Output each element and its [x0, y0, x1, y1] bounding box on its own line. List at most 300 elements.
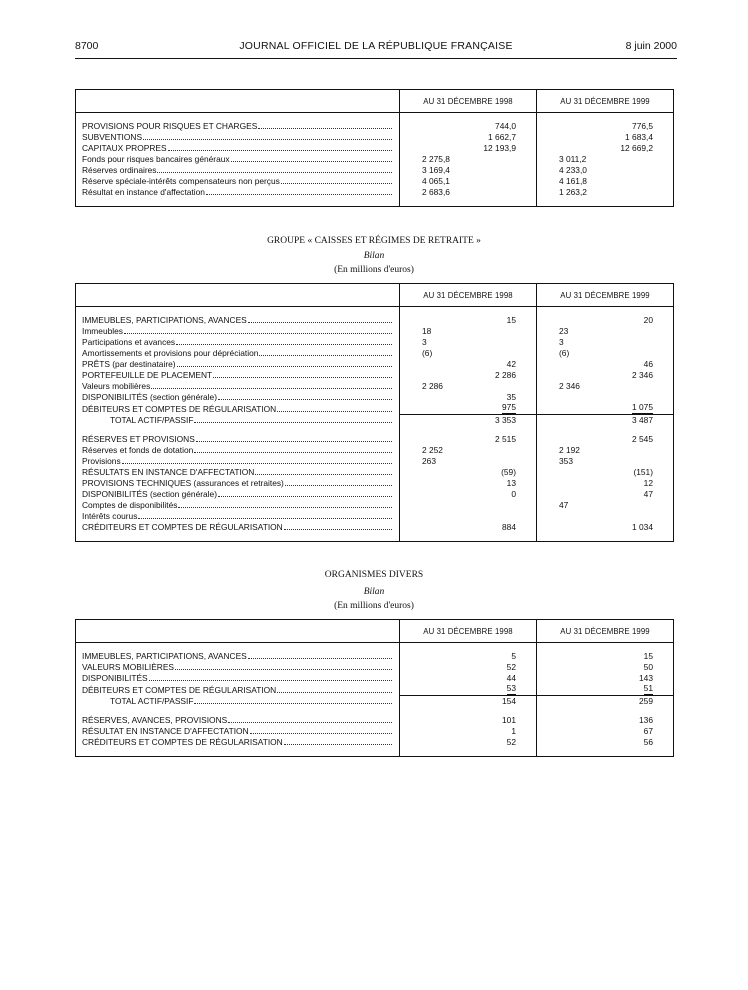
spacer-cell	[537, 307, 674, 316]
dot-leader	[178, 507, 392, 508]
detail-value-1999: 4 161,8	[559, 176, 587, 186]
total-value-1998: 884	[502, 522, 516, 532]
detail-value-1999: 47	[559, 500, 569, 510]
dot-leader	[143, 139, 392, 140]
table-row	[76, 187, 674, 198]
value-cell-1999	[537, 726, 674, 737]
table-row	[76, 467, 674, 478]
row-label-cell	[76, 381, 400, 392]
value-cell-1999	[537, 715, 674, 726]
value-cell-1998	[400, 500, 537, 511]
row-label: Provisions	[82, 456, 121, 466]
table-row	[76, 381, 674, 392]
table-row	[76, 132, 674, 143]
detail-value-1999: 3	[559, 337, 564, 347]
dot-leader	[194, 703, 392, 704]
value-cell-1999	[537, 348, 674, 359]
value-cell-1999	[537, 370, 674, 381]
row-label-cell	[76, 715, 400, 726]
value-cell-1998	[400, 187, 537, 198]
row-label-cell	[76, 696, 400, 708]
table-row	[76, 522, 674, 533]
detail-value-1998: 2 275,8	[422, 154, 450, 164]
total-value-1999: 1 034	[632, 522, 653, 532]
total-row	[76, 696, 674, 708]
section-unit-divers: (En millions d'euros)	[334, 601, 414, 611]
detail-value-1999: 353	[559, 456, 573, 466]
detail-value-1999: 4 233,0	[559, 165, 587, 175]
total-value-1998: (59)	[501, 467, 516, 477]
value-cell-1999	[537, 684, 674, 696]
value-cell-1998	[400, 370, 537, 381]
row-label-cell	[76, 651, 400, 662]
dot-leader	[213, 377, 392, 378]
row-label-cell	[76, 143, 400, 154]
row-label-cell	[76, 370, 400, 381]
row-label-cell	[76, 522, 400, 533]
row-label: PORTEFEUILLE DE PLACEMENT	[82, 370, 213, 380]
row-label-cell	[76, 348, 400, 359]
total-value-1998: 1 662,7	[488, 132, 516, 142]
row-label: DÉBITEURS ET COMPTES DE RÉGULARISATION	[82, 684, 277, 695]
row-label-cell	[76, 684, 400, 696]
row-label-cell	[76, 121, 400, 132]
spacer-cell	[537, 113, 674, 122]
table-row	[76, 445, 674, 456]
row-label: IMMEUBLES, PARTICIPATIONS, AVANCES	[82, 315, 247, 325]
dot-leader	[194, 422, 392, 423]
table-row	[76, 500, 674, 511]
table-row	[76, 684, 674, 696]
detail-value-1998: 3 169,4	[422, 165, 450, 175]
row-label-cell	[76, 154, 400, 165]
row-label-cell	[76, 392, 400, 403]
spacer-cell	[537, 707, 674, 715]
detail-value-1999: 3 011,2	[559, 154, 587, 164]
value-cell-1999	[537, 326, 674, 337]
spacer-cell	[537, 748, 674, 757]
value-cell-1998	[400, 337, 537, 348]
total-value-1998: 35	[506, 392, 516, 402]
spacer-row	[76, 426, 674, 434]
value-cell-1998	[400, 326, 537, 337]
dot-leader	[196, 441, 392, 442]
spacer-cell	[400, 748, 537, 757]
section-unit-retraite: (En millions d'euros)	[334, 265, 414, 275]
total-value-1999: 2 545	[632, 434, 653, 444]
dot-leader	[168, 150, 392, 151]
value-cell-1999	[537, 403, 674, 415]
table-row	[76, 726, 674, 737]
row-label-cell	[76, 500, 400, 511]
total-value-1999: 20	[643, 315, 653, 325]
total-value-1998: 2 515	[495, 434, 516, 444]
spacer-cell	[537, 643, 674, 652]
total-value-1999: 12 669,2	[620, 143, 653, 153]
header-blank-cell	[76, 620, 400, 643]
total-value-1998: 15	[506, 315, 516, 325]
table-row	[76, 315, 674, 326]
value-cell-1998	[400, 684, 537, 696]
detail-value-1998: 2 683,6	[422, 187, 450, 197]
total-value-1998: 5	[511, 651, 516, 661]
spacer-cell	[537, 426, 674, 434]
row-label: Valeurs mobilières	[82, 381, 151, 391]
total-label: TOTAL ACTIF/PASSIF	[110, 696, 194, 706]
value-cell-1998	[400, 359, 537, 370]
total-value-1998: 52	[506, 662, 516, 672]
row-label: DÉBITEURS ET COMPTES DE RÉGULARISATION	[82, 403, 277, 414]
row-label: RÉSERVES, AVANCES, PROVISIONS	[82, 715, 228, 725]
row-label-cell	[76, 489, 400, 500]
value-cell-1999	[537, 337, 674, 348]
value-cell-1998	[400, 348, 537, 359]
dot-leader	[250, 733, 392, 734]
row-label: RÉSULTAT EN INSTANCE D'AFFECTATION	[82, 726, 249, 736]
table-row	[76, 121, 674, 132]
value-cell-1999	[537, 511, 674, 522]
dot-leader	[138, 518, 392, 519]
detail-value-1998: 4 065,1	[422, 176, 450, 186]
detail-value-1998: 2 286	[422, 381, 443, 391]
table-row	[76, 143, 674, 154]
row-label-cell	[76, 673, 400, 684]
table-row	[76, 348, 674, 359]
value-cell-1999	[537, 165, 674, 176]
row-label: IMMEUBLES, PARTICIPATIONS, AVANCES	[82, 651, 247, 661]
dot-leader	[122, 463, 392, 464]
table-row	[76, 154, 674, 165]
row-label-cell	[76, 662, 400, 673]
dot-leader	[259, 355, 392, 356]
table-header-row	[76, 90, 674, 113]
row-label-cell	[76, 726, 400, 737]
journal-title: JOURNAL OFFICIEL DE LA RÉPUBLIQUE FRANÇAISE	[239, 40, 513, 52]
row-label-cell	[76, 456, 400, 467]
dot-leader	[124, 333, 392, 334]
value-cell-1999	[537, 445, 674, 456]
total-value-1998: 0	[511, 489, 516, 499]
spacer-cell	[76, 426, 400, 434]
dot-leader	[157, 172, 392, 173]
dot-leader	[149, 680, 392, 681]
value-cell-1998	[400, 715, 537, 726]
spacer-cell	[76, 748, 400, 757]
spacer-cell	[76, 307, 400, 316]
table-row	[76, 511, 674, 522]
detail-value-1998: 2 252	[422, 445, 443, 455]
total-value-1999: 143	[639, 673, 653, 683]
row-label-cell	[76, 511, 400, 522]
dot-leader	[255, 474, 392, 475]
dot-leader	[284, 529, 392, 530]
dot-leader	[277, 692, 392, 693]
total-value-1998: 13	[506, 478, 516, 488]
value-cell-1999	[537, 143, 674, 154]
spacer-row	[76, 113, 674, 122]
spacer-cell	[76, 113, 400, 122]
value-cell-1998	[400, 132, 537, 143]
dot-leader	[218, 399, 392, 400]
row-label: DISPONIBILITÉS (section générale)	[82, 489, 217, 499]
value-cell-1999	[537, 662, 674, 673]
total-value-1998: 1	[511, 726, 516, 736]
table-row	[76, 715, 674, 726]
row-label-cell	[76, 403, 400, 415]
value-cell-1999	[537, 737, 674, 748]
total-value-1998: 101	[502, 715, 516, 725]
total-value-1998: 52	[506, 737, 516, 747]
total-value-1999: 776,5	[632, 121, 653, 131]
dot-leader	[228, 722, 392, 723]
dot-leader	[285, 485, 392, 486]
value-cell-1998	[400, 467, 537, 478]
value-cell-1999	[537, 187, 674, 198]
table-row	[76, 662, 674, 673]
value-cell-1999	[537, 154, 674, 165]
spacer-cell	[400, 533, 537, 542]
balance-table-retraite	[75, 283, 674, 542]
row-label-cell	[76, 176, 400, 187]
value-cell-1998	[400, 165, 537, 176]
table-row	[76, 403, 674, 415]
row-label: DISPONIBILITÉS	[82, 673, 148, 683]
dot-leader	[194, 452, 392, 453]
total-value-1998: 42	[506, 359, 516, 369]
row-label-cell	[76, 445, 400, 456]
total-value-1999: 46	[643, 359, 653, 369]
spacer-cell	[76, 533, 400, 542]
table-row	[76, 434, 674, 445]
spacer-cell	[400, 198, 537, 207]
spacer-cell	[537, 533, 674, 542]
dot-leader	[177, 366, 392, 367]
total-value-1999: 15	[643, 651, 653, 661]
table-row	[76, 489, 674, 500]
detail-value-1998: 3	[422, 337, 427, 347]
total-value-1998: 44	[506, 673, 516, 683]
total-value-1998: 154	[502, 696, 516, 706]
detail-value-1999: 2 346	[559, 381, 580, 391]
spacer-row	[76, 748, 674, 757]
row-label: Réserves et fonds de dotation	[82, 445, 194, 455]
detail-value-1999: 2 192	[559, 445, 580, 455]
row-label: RÉSERVES ET PROVISIONS	[82, 434, 195, 444]
section-subtitle-retraite: Bilan	[363, 251, 385, 261]
total-value-1998: 12 193,9	[483, 143, 516, 153]
total-cell-1998	[400, 696, 537, 708]
row-label: SUBVENTIONS	[82, 132, 143, 142]
dot-leader	[175, 669, 392, 670]
spacer-cell	[76, 643, 400, 652]
value-cell-1999	[537, 381, 674, 392]
spacer-cell	[76, 198, 400, 207]
table-row	[76, 651, 674, 662]
total-value-1998: 3 353	[495, 415, 516, 425]
value-cell-1998	[400, 522, 537, 533]
value-cell-1999	[537, 489, 674, 500]
header-blank-cell	[76, 90, 400, 113]
value-cell-1998	[400, 511, 537, 522]
row-label-cell	[76, 326, 400, 337]
table-row	[76, 326, 674, 337]
table-row	[76, 392, 674, 403]
table-row	[76, 165, 674, 176]
row-label: PROVISIONS TECHNIQUES (assurances et retraites)	[82, 478, 284, 488]
spacer-row	[76, 307, 674, 316]
section-subtitle-divers: Bilan	[363, 587, 385, 597]
row-label: Résultat en instance d'affectation	[82, 187, 205, 197]
total-cell-1999	[537, 696, 674, 708]
total-value-1999: 51	[643, 683, 653, 693]
value-cell-1999	[537, 467, 674, 478]
column-header-1999: AU 31 DÉCEMBRE 1999	[537, 620, 674, 643]
table-row	[76, 737, 674, 748]
row-label: Réserves ordinaires	[82, 165, 157, 175]
value-cell-1998	[400, 651, 537, 662]
total-label: TOTAL ACTIF/PASSIF	[110, 415, 194, 425]
total-value-1999: 259	[639, 696, 653, 706]
value-cell-1998	[400, 478, 537, 489]
row-label-cell	[76, 737, 400, 748]
total-value-1998: 2 286	[495, 370, 516, 380]
row-label: CRÉDITEURS ET COMPTES DE RÉGULARISATION	[82, 737, 283, 747]
total-value-1999: 1 683,4	[625, 132, 653, 142]
total-value-1999: 3 487	[632, 415, 653, 425]
value-cell-1998	[400, 456, 537, 467]
column-header-1998: AU 31 DÉCEMBRE 1998	[400, 284, 537, 307]
value-cell-1998	[400, 143, 537, 154]
total-value-1999: 2 346	[632, 370, 653, 380]
value-cell-1999	[537, 500, 674, 511]
spacer-cell	[400, 707, 537, 715]
detail-value-1999: 1 263,2	[559, 187, 587, 197]
value-cell-1999	[537, 315, 674, 326]
table-row	[76, 370, 674, 381]
section-title-divers: ORGANISMES DIVERS	[324, 570, 424, 580]
spacer-cell	[537, 198, 674, 207]
dot-leader	[281, 183, 392, 184]
dot-leader	[206, 194, 392, 195]
value-cell-1999	[537, 132, 674, 143]
total-value-1999: 50	[643, 662, 653, 672]
row-label: CAPITAUX PROPRES	[82, 143, 167, 153]
value-cell-1999	[537, 121, 674, 132]
row-label-cell	[76, 165, 400, 176]
detail-value-1998: (6)	[422, 348, 433, 358]
value-cell-1998	[400, 737, 537, 748]
value-cell-1998	[400, 434, 537, 445]
publication-date: 8 juin 2000	[625, 40, 677, 52]
dot-leader	[277, 411, 392, 412]
table-header-row	[76, 620, 674, 643]
row-label-cell	[76, 415, 400, 427]
header-rule	[75, 58, 677, 59]
page-header	[75, 40, 677, 56]
row-label-cell	[76, 187, 400, 198]
dot-leader	[248, 322, 392, 323]
dot-leader	[258, 128, 392, 129]
row-label-cell	[76, 467, 400, 478]
spacer-row	[76, 643, 674, 652]
total-row	[76, 415, 674, 427]
total-value-1999: 67	[643, 726, 653, 736]
value-cell-1998	[400, 176, 537, 187]
spacer-cell	[400, 426, 537, 434]
total-value-1998: 53	[506, 683, 516, 693]
total-value-1999: 1 075	[632, 402, 653, 412]
value-cell-1999	[537, 359, 674, 370]
table-row	[76, 337, 674, 348]
table-row	[76, 478, 674, 489]
table-row	[76, 673, 674, 684]
column-header-1999: AU 31 DÉCEMBRE 1999	[537, 90, 674, 113]
row-label-cell	[76, 315, 400, 326]
table-row	[76, 176, 674, 187]
total-cell-1998	[400, 415, 537, 427]
dot-leader	[248, 658, 392, 659]
total-value-1999: 136	[639, 715, 653, 725]
row-label: VALEURS MOBILIÈRES	[82, 662, 174, 672]
value-cell-1998	[400, 315, 537, 326]
detail-value-1998: 18	[422, 326, 432, 336]
row-label: Réserve spéciale-intérêts compensateurs non perçus	[82, 176, 280, 186]
row-label-cell	[76, 434, 400, 445]
value-cell-1998	[400, 381, 537, 392]
row-label: Immeubles	[82, 326, 123, 336]
total-value-1999: 47	[643, 489, 653, 499]
dot-leader	[284, 744, 392, 745]
spacer-cell	[400, 113, 537, 122]
row-label-cell	[76, 359, 400, 370]
dot-leader	[176, 344, 392, 345]
dot-leader	[231, 161, 392, 162]
total-value-1999: (151)	[633, 467, 653, 477]
total-value-1998: 975	[502, 402, 516, 412]
dot-leader	[151, 388, 392, 389]
column-header-1998: AU 31 DÉCEMBRE 1998	[400, 90, 537, 113]
total-value-1998: 744,0	[495, 121, 516, 131]
value-cell-1999	[537, 434, 674, 445]
value-cell-1998	[400, 154, 537, 165]
total-value-1999: 12	[643, 478, 653, 488]
value-cell-1999	[537, 456, 674, 467]
balance-table-divers	[75, 619, 674, 757]
row-label: Participations et avances	[82, 337, 176, 347]
detail-value-1999: (6)	[559, 348, 570, 358]
spacer-row	[76, 707, 674, 715]
value-cell-1999	[537, 651, 674, 662]
row-label: RÉSULTATS EN INSTANCE D'AFFECTATION	[82, 467, 255, 477]
spacer-row	[76, 533, 674, 542]
total-value-1999: 56	[643, 737, 653, 747]
row-label: PRÊTS (par destinataire)	[82, 359, 176, 369]
row-label: Amortissements et provisions pour dépréciation	[82, 348, 259, 358]
value-cell-1998	[400, 489, 537, 500]
value-cell-1999	[537, 478, 674, 489]
row-label: PROVISIONS POUR RISQUES ET CHARGES	[82, 121, 258, 131]
detail-value-1999: 23	[559, 326, 569, 336]
spacer-cell	[400, 307, 537, 316]
row-label-cell	[76, 478, 400, 489]
column-header-1998: AU 31 DÉCEMBRE 1998	[400, 620, 537, 643]
spacer-row	[76, 198, 674, 207]
value-cell-1998	[400, 726, 537, 737]
spacer-cell	[76, 707, 400, 715]
value-cell-1998	[400, 662, 537, 673]
section-title-retraite: GROUPE « CAISSES ET RÉGIMES DE RETRAITE »	[267, 236, 481, 246]
row-label: DISPONIBILITÉS (section générale)	[82, 392, 217, 402]
